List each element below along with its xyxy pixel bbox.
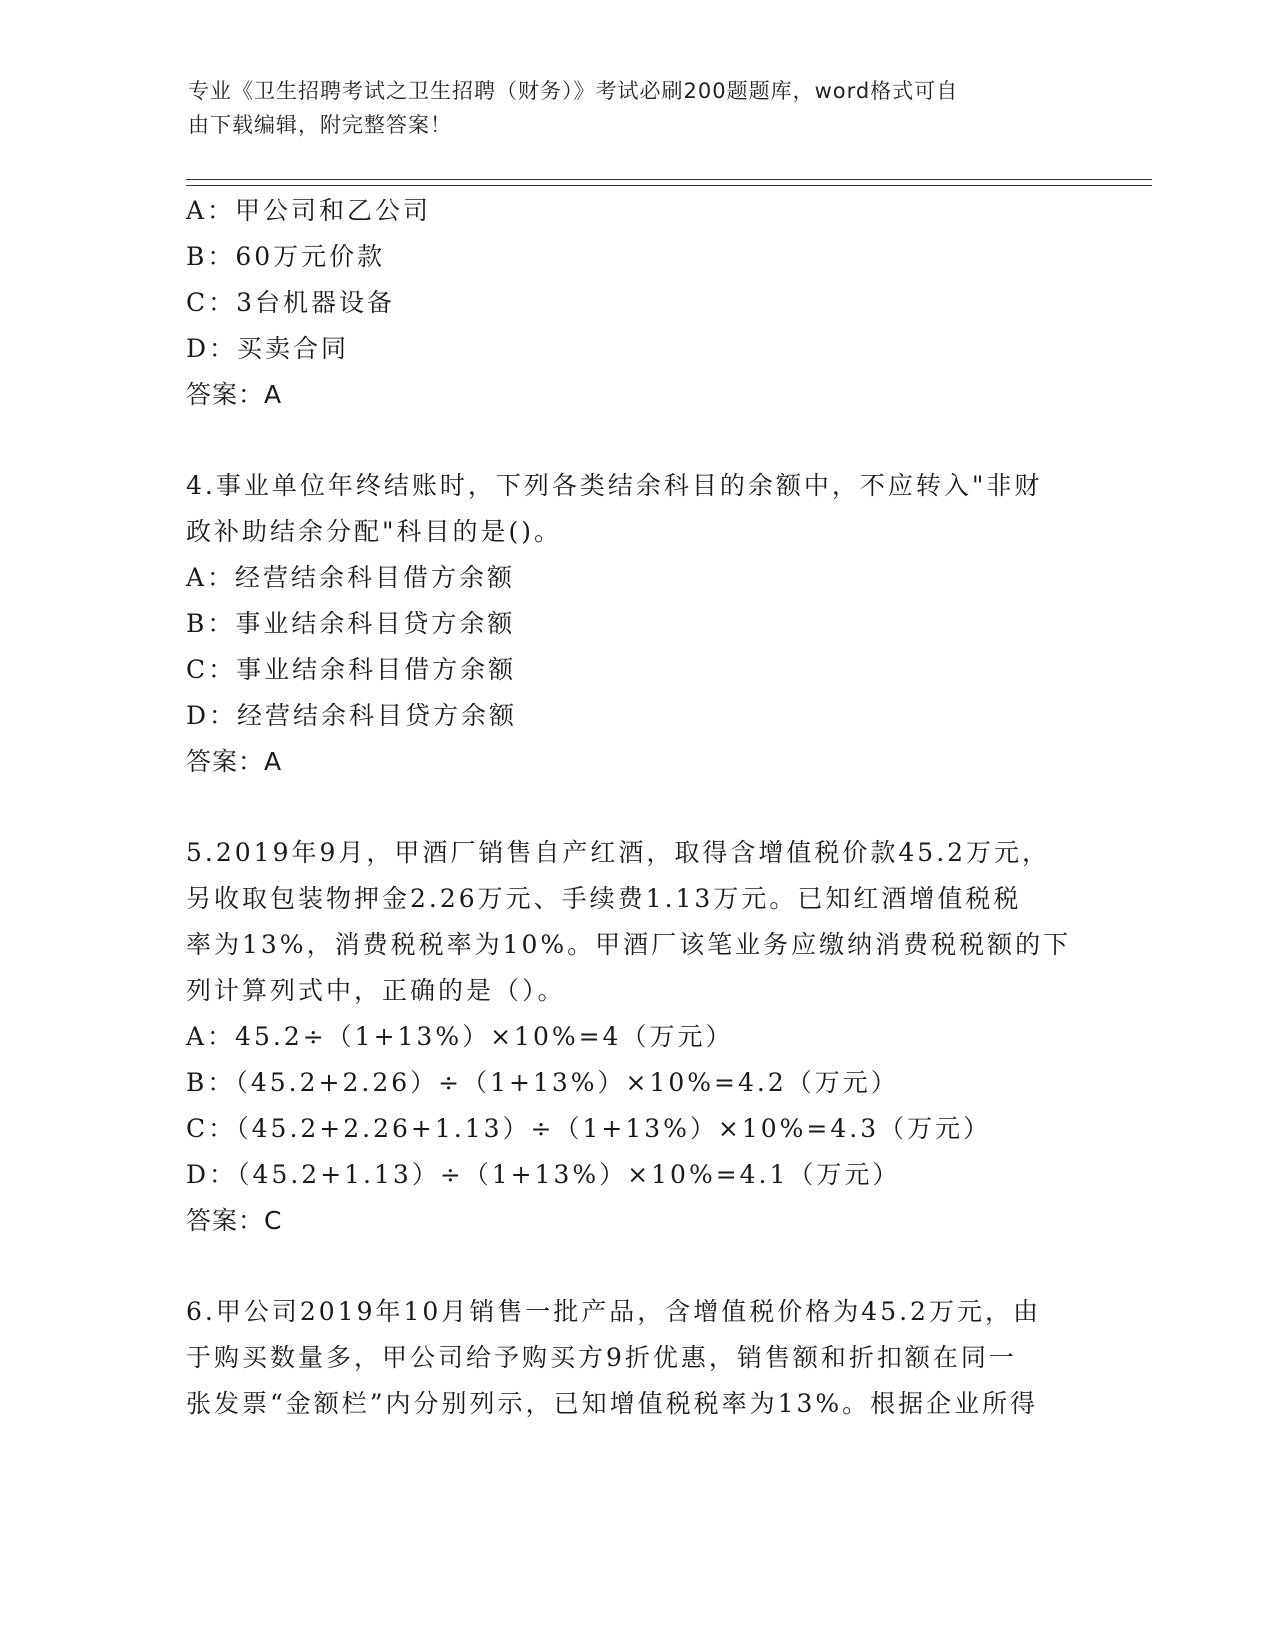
header-line-1: 专业《卫生招聘考试之卫生招聘（财务）》考试必刷200题题库，word格式可自	[188, 79, 959, 103]
option-c: C：3台机器设备	[186, 288, 396, 317]
question-stem-line: 列计算列式中，正确的是（）。	[186, 976, 566, 1005]
answer-line: 答案：A	[186, 380, 283, 409]
question-4	[186, 463, 1086, 785]
question-stem-line: 4.事业单位年终结账时，下列各类结余科目的余额中，不应转入"非财	[186, 471, 1043, 500]
option-c: C：（45.2+2.26+1.13）÷（1+13%）×10%=4.3（万元）	[186, 1114, 992, 1143]
question-stem-line: 于购买数量多，甲公司给予购买方9折优惠，销售额和折扣额在同一	[186, 1343, 1017, 1372]
header-divider	[186, 179, 1152, 186]
option-d: D：经营结余科目贷方余额	[186, 701, 518, 730]
option-d: D：（45.2+1.13）÷（1+13%）×10%=4.1（万元）	[186, 1160, 901, 1189]
question-stem-line: 另收取包装物押金2.26万元、手续费1.13万元。已知红酒增值税税	[186, 884, 1022, 913]
option-a: A：45.2÷（1+13%）×10%=4（万元）	[186, 1022, 734, 1051]
option-b: B：60万元价款	[186, 242, 386, 271]
option-a: A：经营结余科目借方余额	[186, 563, 516, 592]
question-stem-line: 6.甲公司2019年10月销售一批产品，含增值税价格为45.2万元，由	[186, 1297, 1041, 1326]
question-stem-line: 5.2019年9月，甲酒厂销售自产红酒，取得含增值税价款45.2万元，	[186, 838, 1051, 867]
answer-line: 答案：C	[186, 1206, 283, 1235]
answer-line: 答案：A	[186, 747, 283, 776]
question-content	[186, 188, 1086, 1427]
question-5	[186, 830, 1086, 1244]
question-3	[186, 188, 1086, 418]
document-header	[188, 74, 1088, 142]
question-6	[186, 1289, 1086, 1427]
option-d: D：买卖合同	[186, 334, 350, 363]
question-stem-line: 政补助结余分配"科目的是()。	[186, 517, 563, 546]
option-c: C：事业结余科目借方余额	[186, 655, 517, 684]
option-b: B：（45.2+2.26）÷（1+13%）×10%=4.2（万元）	[186, 1068, 899, 1097]
question-stem-line: 张发票“金额栏”内分别列示，已知增值税税率为13%。根据企业所得	[186, 1389, 1039, 1418]
option-b: B：事业结余科目贷方余额	[186, 609, 516, 638]
question-stem-line: 率为13%，消费税税率为10%。甲酒厂该笔业务应缴纳消费税税额的下	[186, 930, 1072, 959]
option-a: A：甲公司和乙公司	[186, 196, 432, 225]
header-line-2: 由下载编辑，附完整答案！	[188, 113, 452, 137]
